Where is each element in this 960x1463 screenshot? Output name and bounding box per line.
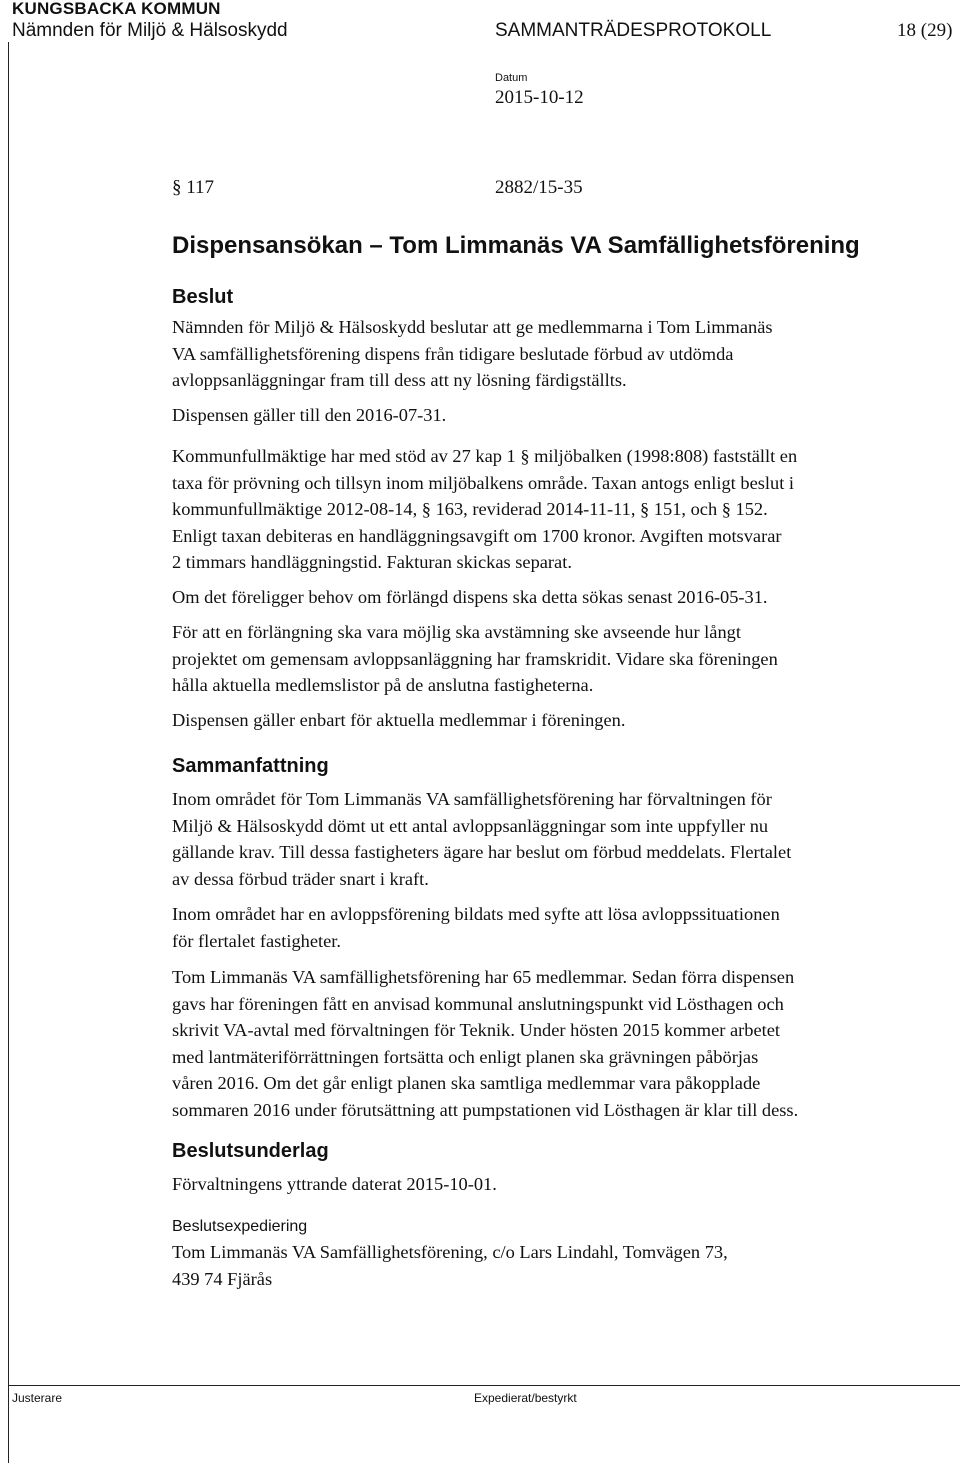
text-line: Tom Limmanäs VA Samfällighetsförening, c/o Lars Lindahl, Tomvägen 73,: [172, 1242, 728, 1262]
text-line: skrivit VA-avtal med förvaltningen för Teknik. Under hösten 2015 kommer arbetet: [172, 1020, 781, 1040]
text-line: Om det föreligger behov om förlängd dispens ska detta sökas senast 2016-05-31.: [172, 587, 768, 607]
organization-name: KUNGSBACKA KOMMUN: [12, 0, 221, 18]
beslut-paragraph-2: [172, 402, 912, 429]
document-type: SAMMANTRÄDESPROTOKOLL: [495, 20, 772, 41]
beslut-paragraph-1: [172, 314, 912, 394]
text-line: Inom området har en avloppsförening bildats med syfte att lösa avloppssituationen: [172, 904, 780, 924]
page-number: 18 (29): [897, 20, 953, 41]
text-line: projektet om gemensam avloppsanläggning har framskridit. Vidare ska föreningen: [172, 648, 778, 669]
text-line: med lantmäteriförrättningen fortsätta och enligt planen ska grävningen påbörjas: [172, 1046, 759, 1067]
sammanfattning-paragraph-3: [172, 964, 912, 1123]
text-line: gällande krav. Till dessa fastigheters ägare har beslut om förbud meddelats. Flertalet: [172, 842, 792, 862]
text-line: Tom Limmanäs VA samfällighetsförening har 65 medlemmar. Sedan förra dispensen: [172, 967, 795, 987]
item-title: Dispensansökan – Tom Limmanäs VA Samfällighetsförening: [172, 232, 860, 259]
text-line: 2 timmars handläggningstid. Fakturan skickas separat.: [172, 552, 572, 572]
text-line: 439 74 Fjärås: [172, 1268, 273, 1289]
left-margin-rule: [8, 42, 9, 1463]
heading-sammanfattning: Sammanfattning: [172, 755, 329, 777]
text-line: Dispensen gäller enbart för aktuella medlemmar i föreningen.: [172, 710, 626, 730]
meeting-date: 2015-10-12: [495, 87, 584, 108]
beslut-paragraph-6: [172, 707, 912, 734]
text-line: gavs har föreningen fått en anvisad kommunal anslutningspunkt vid Lösthagen och: [172, 993, 784, 1014]
heading-beslutsexpediering: Beslutsexpediering: [172, 1218, 308, 1235]
text-line: Dispensen gäller till den 2016-07-31.: [172, 405, 447, 425]
text-line: Förvaltningens yttrande daterat 2015-10-01.: [172, 1174, 497, 1194]
text-line: För att en förlängning ska vara möjlig ska avstämning ske avseende hur långt: [172, 622, 741, 642]
text-line: Inom området för Tom Limmanäs VA samfällighetsförening har förvaltningen för: [172, 789, 772, 809]
text-line: kommunfullmäktige 2012-08-14, § 163, reviderad 2014-11-11, § 151, och § 152.: [172, 499, 768, 519]
beslutsunderlag-paragraph: [172, 1171, 912, 1198]
text-line: Miljö & Hälsoskydd dömt ut ett antal avloppsanläggningar som inte uppfyller nu: [172, 815, 769, 836]
section-number: § 117: [172, 177, 215, 198]
sammanfattning-paragraph-2: [172, 901, 912, 954]
justerare-label: Justerare: [12, 1391, 63, 1405]
text-line: Nämnden för Miljö & Hälsoskydd beslutar att ge medlemmarna i Tom Limmanäs: [172, 317, 773, 337]
text-line: våren 2016. Om det går enligt planen ska samtliga medlemmar vara påkopplade: [172, 1073, 761, 1093]
beslut-paragraph-4: [172, 584, 912, 611]
footer-rule: [8, 1385, 960, 1386]
text-line: taxa för prövning och tillsyn inom miljöbalkens område. Taxan antogs enligt beslut i: [172, 472, 795, 493]
expedierat-label: Expedierat/bestyrkt: [474, 1391, 577, 1405]
text-line: VA samfällighetsförening dispens från tidigare beslutade förbud av utdömda: [172, 343, 734, 364]
case-number: 2882/15-35: [495, 177, 583, 198]
text-line: hålla aktuella medlemslistor på de anslutna fastigheterna.: [172, 675, 594, 695]
beslut-paragraph-3: [172, 443, 912, 576]
text-line: sommaren 2016 under förutsättning att pumpstationen vid Lösthagen är klar till dess.: [172, 1099, 799, 1120]
text-line: Enligt taxan debiteras en handläggningsavgift om 1700 kronor. Avgiften motsvarar: [172, 525, 782, 546]
text-line: Kommunfullmäktige har med stöd av 27 kap 1 § miljöbalken (1998:808) fastställt en: [172, 446, 798, 466]
beslutsexpediering-paragraph: [172, 1239, 912, 1292]
sammanfattning-paragraph-1: [172, 786, 912, 892]
text-line: av dessa förbud träder snart i kraft.: [172, 868, 429, 889]
date-label: Datum: [495, 72, 528, 84]
text-line: avloppsanläggningar fram till dess att ny lösning färdigställts.: [172, 370, 627, 390]
heading-beslut: Beslut: [172, 286, 234, 308]
beslut-paragraph-5: [172, 619, 912, 699]
heading-beslutsunderlag: Beslutsunderlag: [172, 1140, 329, 1162]
text-line: för flertalet fastigheter.: [172, 930, 342, 951]
board-name: Nämnden för Miljö & Hälsoskydd: [12, 20, 288, 41]
